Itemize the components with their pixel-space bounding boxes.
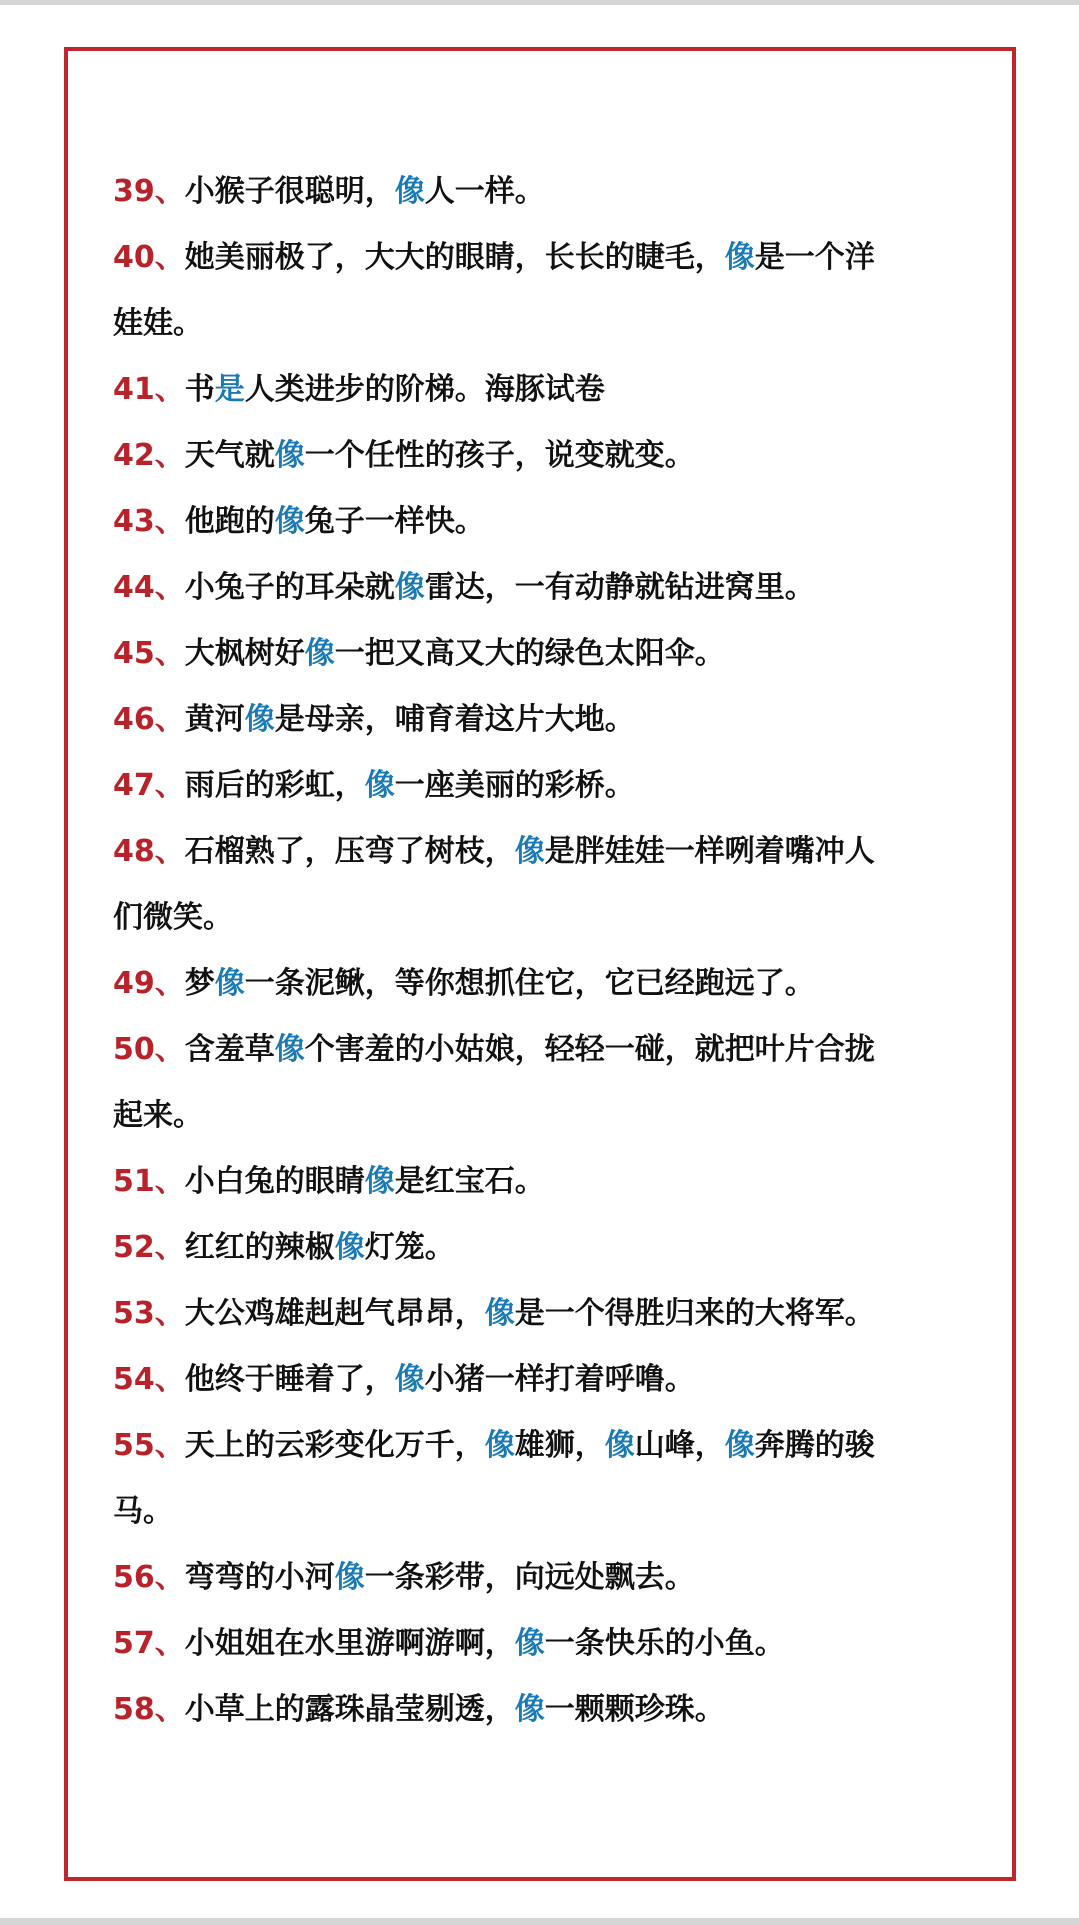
sentence-text: 书 (184, 372, 215, 407)
item-number: 42、 (113, 438, 185, 473)
sentence-line (113, 225, 975, 291)
sentence-text: 雷达，一有动静就钻进窝里。 (424, 570, 815, 605)
highlight-keyword: 像 (274, 438, 305, 473)
sentence-text: 弯弯的小河 (184, 1560, 335, 1595)
sentence-text: 小猴子很聪明， (184, 174, 395, 209)
item-number: 41、 (113, 372, 185, 407)
sentence-text: 人类进步的阶梯。海豚试卷 (244, 372, 605, 407)
highlight-keyword: 像 (394, 570, 425, 605)
sentence-line (113, 357, 975, 423)
highlight-keyword: 像 (364, 1164, 395, 1199)
sentence-line (113, 1347, 975, 1413)
item-number: 45、 (113, 636, 185, 671)
sentence-text: 奔腾的骏 (754, 1428, 875, 1463)
item-number: 47、 (113, 768, 185, 803)
highlight-keyword: 像 (274, 504, 305, 539)
sentence-text: 一条彩带，向远处飘去。 (364, 1560, 695, 1595)
highlight-keyword: 像 (514, 834, 545, 869)
sentence-text: 一条快乐的小鱼。 (544, 1626, 785, 1661)
sentence-text: 雨后的彩虹， (184, 768, 365, 803)
sentence-text: 起来。 (113, 1098, 203, 1133)
highlight-keyword: 像 (334, 1560, 365, 1595)
sentence-text: 们微笑。 (113, 900, 233, 935)
sentence-text: 人一样。 (424, 174, 545, 209)
item-number: 55、 (113, 1428, 185, 1463)
sentence-line (113, 951, 975, 1017)
sentence-text: 天上的云彩变化万千， (184, 1428, 485, 1463)
sentence-text: 一把又高又大的绿色太阳伞。 (334, 636, 725, 671)
sentence-line (113, 1611, 975, 1677)
sentence-text: 红红的辣椒 (184, 1230, 335, 1265)
sentence-line (113, 687, 975, 753)
item-number: 54、 (113, 1362, 185, 1397)
highlight-keyword: 是 (214, 372, 245, 407)
item-number: 43、 (113, 504, 185, 539)
item-number: 58、 (113, 1692, 185, 1727)
sentence-text: 大公鸡雄赳赳气昂昂， (184, 1296, 485, 1331)
sentence-text: 娃娃。 (113, 306, 203, 341)
sentence-line (113, 1149, 975, 1215)
sentence-continuation (113, 1083, 975, 1149)
highlight-keyword: 像 (394, 174, 425, 209)
sentence-text: 大枫树好 (184, 636, 305, 671)
highlight-keyword: 像 (244, 702, 275, 737)
bottom-edge (0, 1918, 1079, 1925)
sentence-list (113, 159, 975, 1743)
sentence-line (113, 1677, 975, 1743)
item-number: 49、 (113, 966, 185, 1001)
item-number: 57、 (113, 1626, 185, 1661)
highlight-keyword: 像 (604, 1428, 635, 1463)
sentence-continuation (113, 1479, 975, 1545)
highlight-keyword: 像 (394, 1362, 425, 1397)
item-number: 39、 (113, 174, 185, 209)
sentence-text: 个害羞的小姑娘，轻轻一碰，就把叶片合拢 (304, 1032, 875, 1067)
highlight-keyword: 像 (214, 966, 245, 1001)
sentence-text: 是母亲，哺育着这片大地。 (274, 702, 635, 737)
sentence-line (113, 1215, 975, 1281)
sentence-text: 一颗颗珍珠。 (544, 1692, 725, 1727)
item-number: 56、 (113, 1560, 185, 1595)
highlight-keyword: 像 (274, 1032, 305, 1067)
highlight-keyword: 像 (484, 1296, 515, 1331)
sentence-text: 一个任性的孩子，说变就变。 (304, 438, 695, 473)
sentence-text: 他终于睡着了， (184, 1362, 395, 1397)
highlight-keyword: 像 (724, 240, 755, 275)
sentence-line (113, 621, 975, 687)
sentence-text: 小猪一样打着呼噜。 (424, 1362, 695, 1397)
item-number: 44、 (113, 570, 185, 605)
sentence-text: 天气就 (184, 438, 275, 473)
sentence-line (113, 489, 975, 555)
sentence-text: 马。 (113, 1494, 173, 1529)
item-number: 51、 (113, 1164, 185, 1199)
sentence-continuation (113, 291, 975, 357)
sentence-text: 她美丽极了，大大的眼睛，长长的睫毛， (184, 240, 725, 275)
sentence-line (113, 1413, 975, 1479)
sentence-text: 小姐姐在水里游啊游啊， (184, 1626, 515, 1661)
highlight-keyword: 像 (484, 1428, 515, 1463)
highlight-keyword: 像 (514, 1626, 545, 1661)
sentence-text: 一条泥鳅，等你想抓住它，它已经跑远了。 (244, 966, 815, 1001)
highlight-keyword: 像 (364, 768, 395, 803)
highlight-keyword: 像 (724, 1428, 755, 1463)
highlight-keyword: 像 (304, 636, 335, 671)
sentence-text: 是一个得胜归来的大将军。 (514, 1296, 875, 1331)
sentence-text: 雄狮， (514, 1428, 605, 1463)
item-number: 48、 (113, 834, 185, 869)
sentence-text: 梦 (184, 966, 215, 1001)
sentence-continuation (113, 885, 975, 951)
sentence-text: 小兔子的耳朵就 (184, 570, 395, 605)
sentence-text: 小白兔的眼睛 (184, 1164, 365, 1199)
sentence-line (113, 423, 975, 489)
item-number: 40、 (113, 240, 185, 275)
sentence-line (113, 555, 975, 621)
sentence-text: 兔子一样快。 (304, 504, 485, 539)
item-number: 50、 (113, 1032, 185, 1067)
item-number: 46、 (113, 702, 185, 737)
sentence-text: 山峰， (634, 1428, 725, 1463)
item-number: 53、 (113, 1296, 185, 1331)
sentence-text: 是一个洋 (754, 240, 875, 275)
sentence-text: 含羞草 (184, 1032, 275, 1067)
sentence-text: 是胖娃娃一样咧着嘴冲人 (544, 834, 875, 869)
sentence-line (113, 159, 975, 225)
sentence-line (113, 819, 975, 885)
sentence-text: 是红宝石。 (394, 1164, 545, 1199)
highlight-keyword: 像 (514, 1692, 545, 1727)
sentence-text: 石榴熟了，压弯了树枝， (184, 834, 515, 869)
sentence-line (113, 753, 975, 819)
sentence-text: 灯笼。 (364, 1230, 455, 1265)
sentence-text: 小草上的露珠晶莹剔透， (184, 1692, 515, 1727)
top-edge (0, 0, 1079, 5)
sentence-line (113, 1281, 975, 1347)
sentence-text: 他跑的 (184, 504, 275, 539)
sentence-line (113, 1545, 975, 1611)
sentence-text: 黄河 (184, 702, 245, 737)
highlight-keyword: 像 (334, 1230, 365, 1265)
item-number: 52、 (113, 1230, 185, 1265)
sentence-line (113, 1017, 975, 1083)
sentence-text: 一座美丽的彩桥。 (394, 768, 635, 803)
